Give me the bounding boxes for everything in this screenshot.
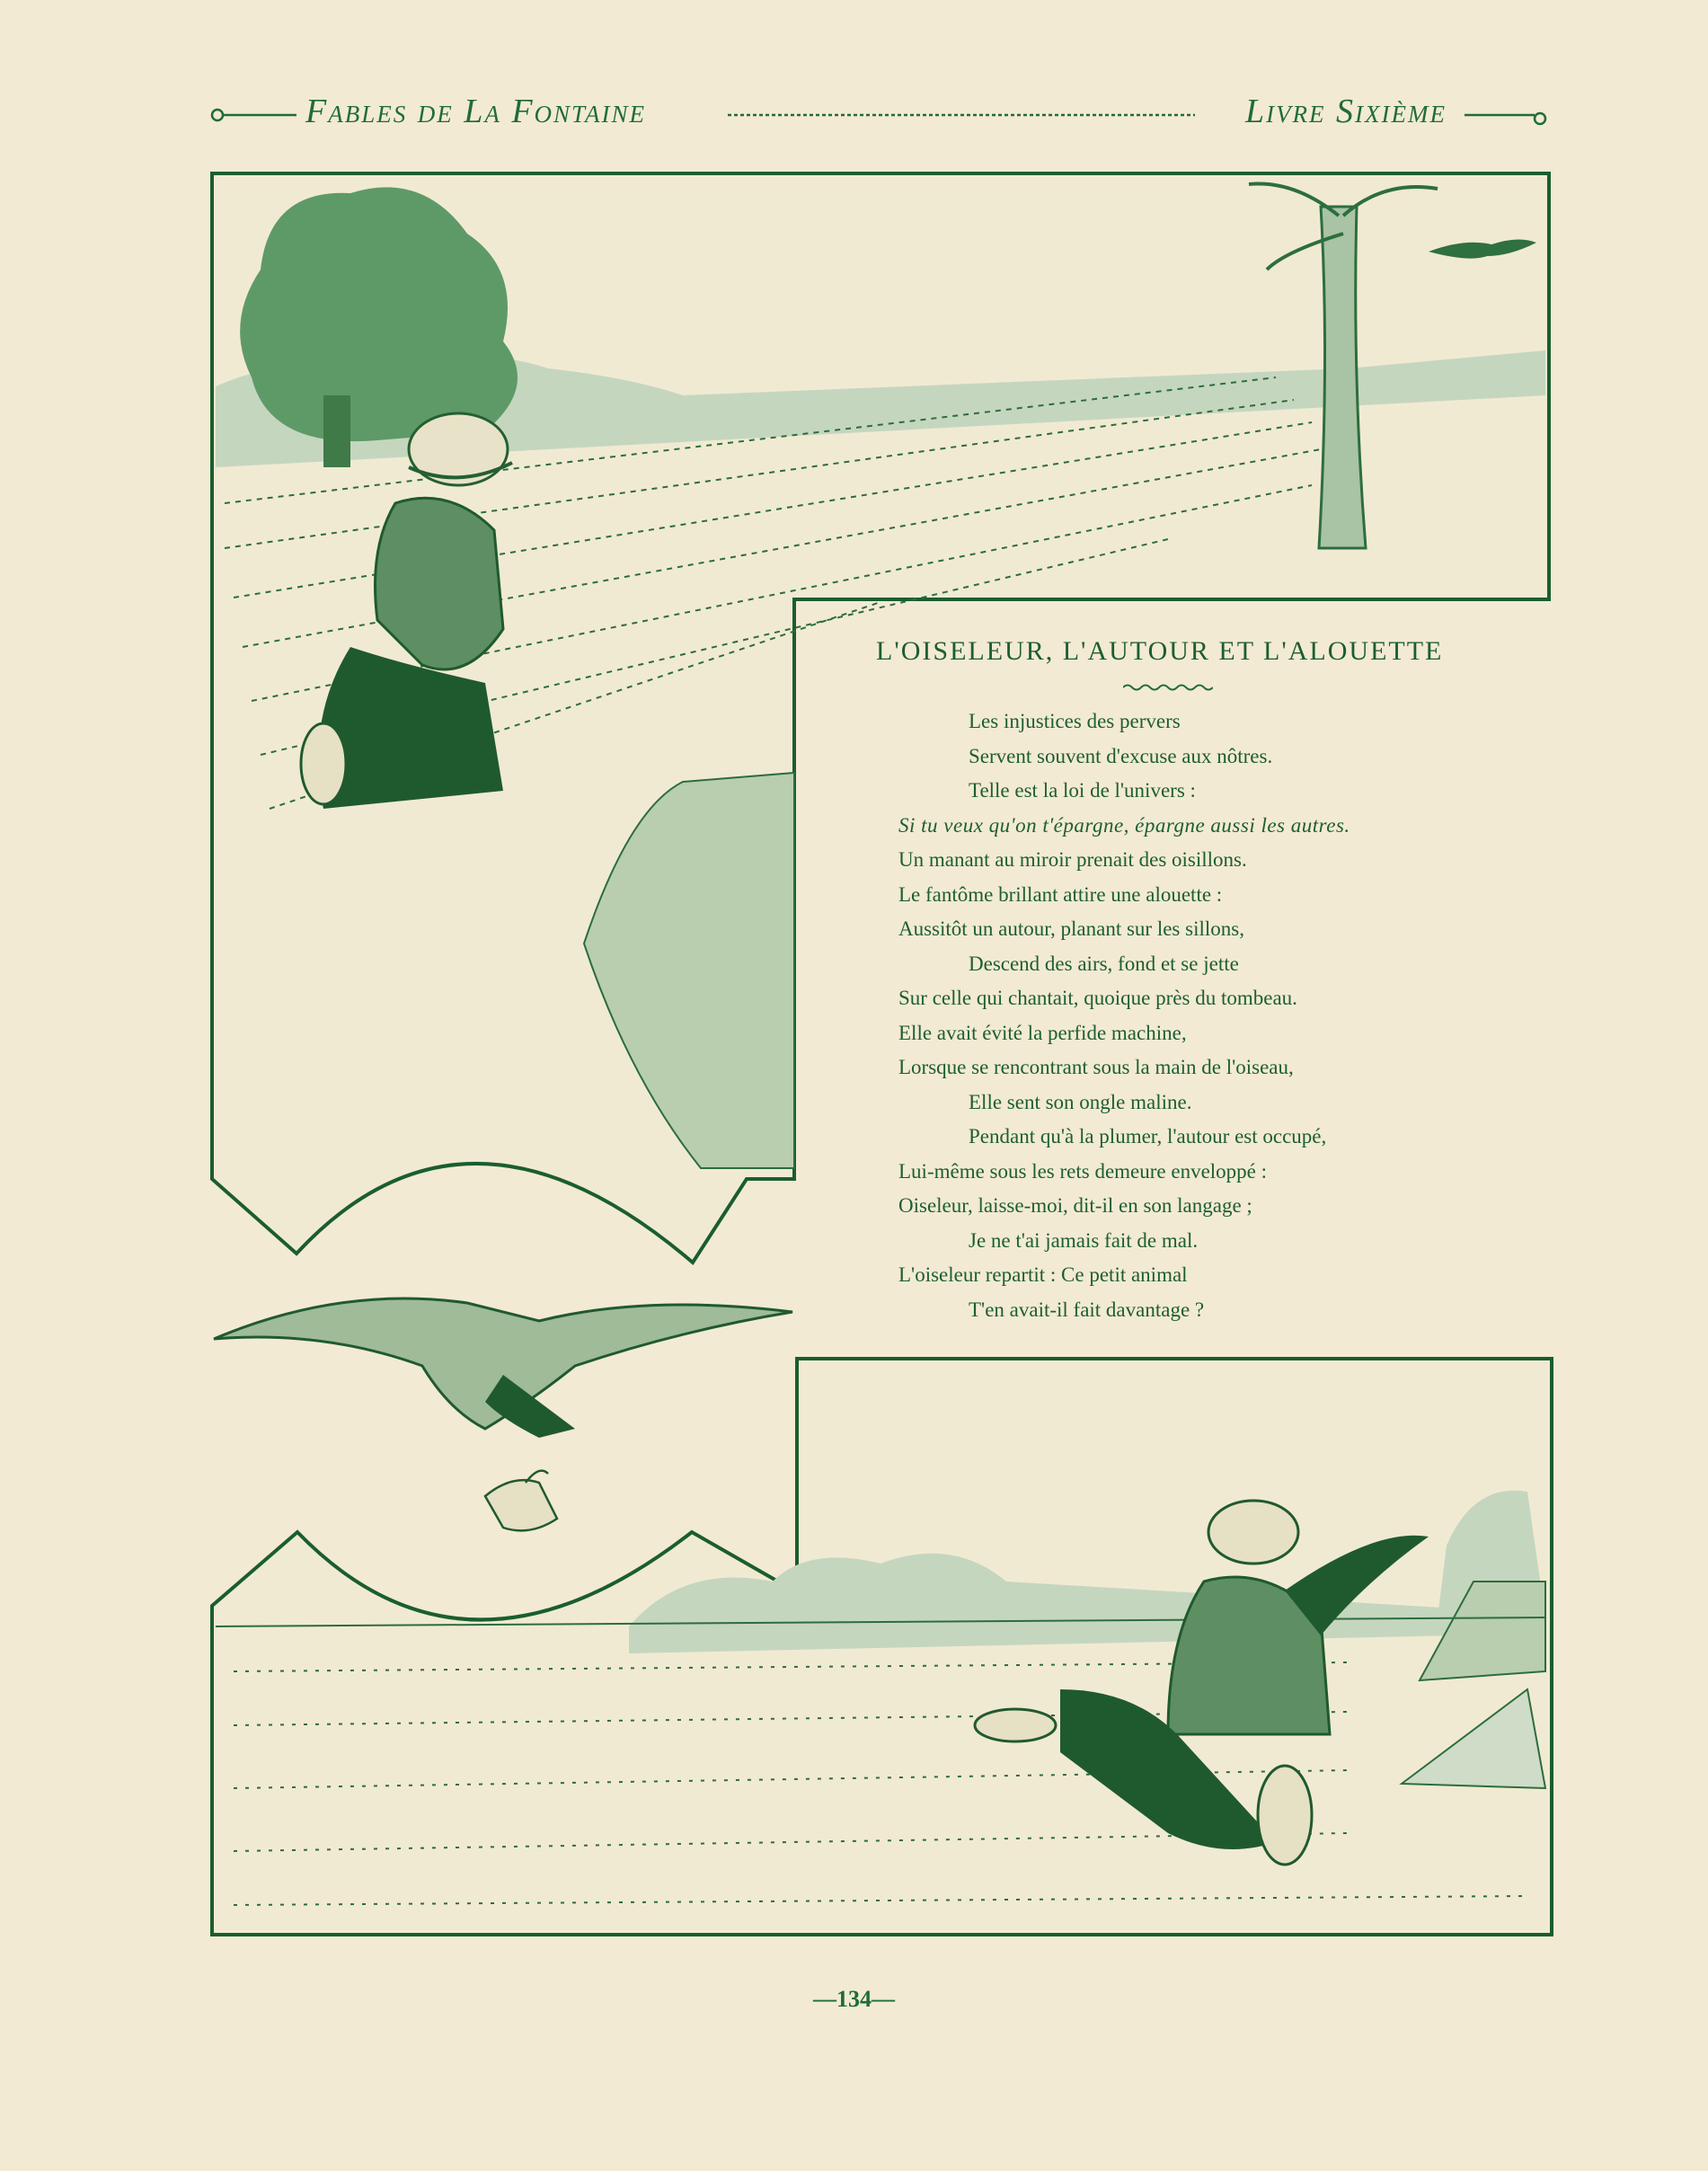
- hawk-illustration: [214, 1298, 792, 1438]
- bottom-illustration: [212, 1359, 1552, 1935]
- header-book-section: Livre Sixième: [1244, 93, 1447, 130]
- poem-line: Telle est la loi de l'univers :: [969, 779, 1196, 802]
- title-ornament: [1123, 681, 1213, 694]
- poem-line: Je ne t'ai jamais fait de mal.: [969, 1228, 1199, 1252]
- poem-line: Descend des airs, fond et se jette: [969, 952, 1239, 975]
- poem-line: Elle sent son ongle maline.: [969, 1090, 1192, 1113]
- header-book-title: Fables de La Fontaine: [305, 93, 647, 130]
- poem-line: Sur celle qui chantait, quoique près du tombeau.: [898, 987, 1297, 1009]
- poem-line: T'en avait-il fait davantage ?: [969, 1298, 1205, 1321]
- poem-line: Le fantôme brillant attire une alouette :: [898, 882, 1223, 906]
- poem-body: [898, 704, 1473, 1327]
- poem-line: Les injustices des pervers: [969, 710, 1181, 732]
- poem-line: Oiseleur, laisse-moi, dit-il en son langage ;: [898, 1194, 1252, 1217]
- poem-line: Si tu veux qu'on t'épargne, épargne aussi les autres.: [898, 813, 1350, 837]
- lark-illustration: [485, 1471, 557, 1531]
- poem-line: Pendant qu'à la plumer, l'autour est occupé,: [969, 1125, 1327, 1148]
- poem-line: L'oiseleur repartit : Ce petit animal: [898, 1263, 1188, 1286]
- page-number: —134—: [813, 1986, 895, 2012]
- poem-line: Un manant au miroir prenait des oisillons.: [898, 848, 1247, 871]
- poem-line: Aussitôt un autour, planant sur les sillons,: [898, 917, 1244, 940]
- poem-line: Elle avait évité la perfide machine,: [898, 1021, 1187, 1044]
- poem-line: Lorsque se rencontrant sous la main de l'oiseau,: [898, 1056, 1294, 1078]
- poem-line: Lui-même sous les rets demeure enveloppé :: [898, 1159, 1268, 1183]
- header-ornament: [212, 110, 1545, 124]
- poem-line: Servent souvent d'excuse aux nôtres.: [969, 744, 1273, 767]
- poem-title: L'OISELEUR, L'AUTOUR ET L'ALOUETTE: [876, 636, 1444, 666]
